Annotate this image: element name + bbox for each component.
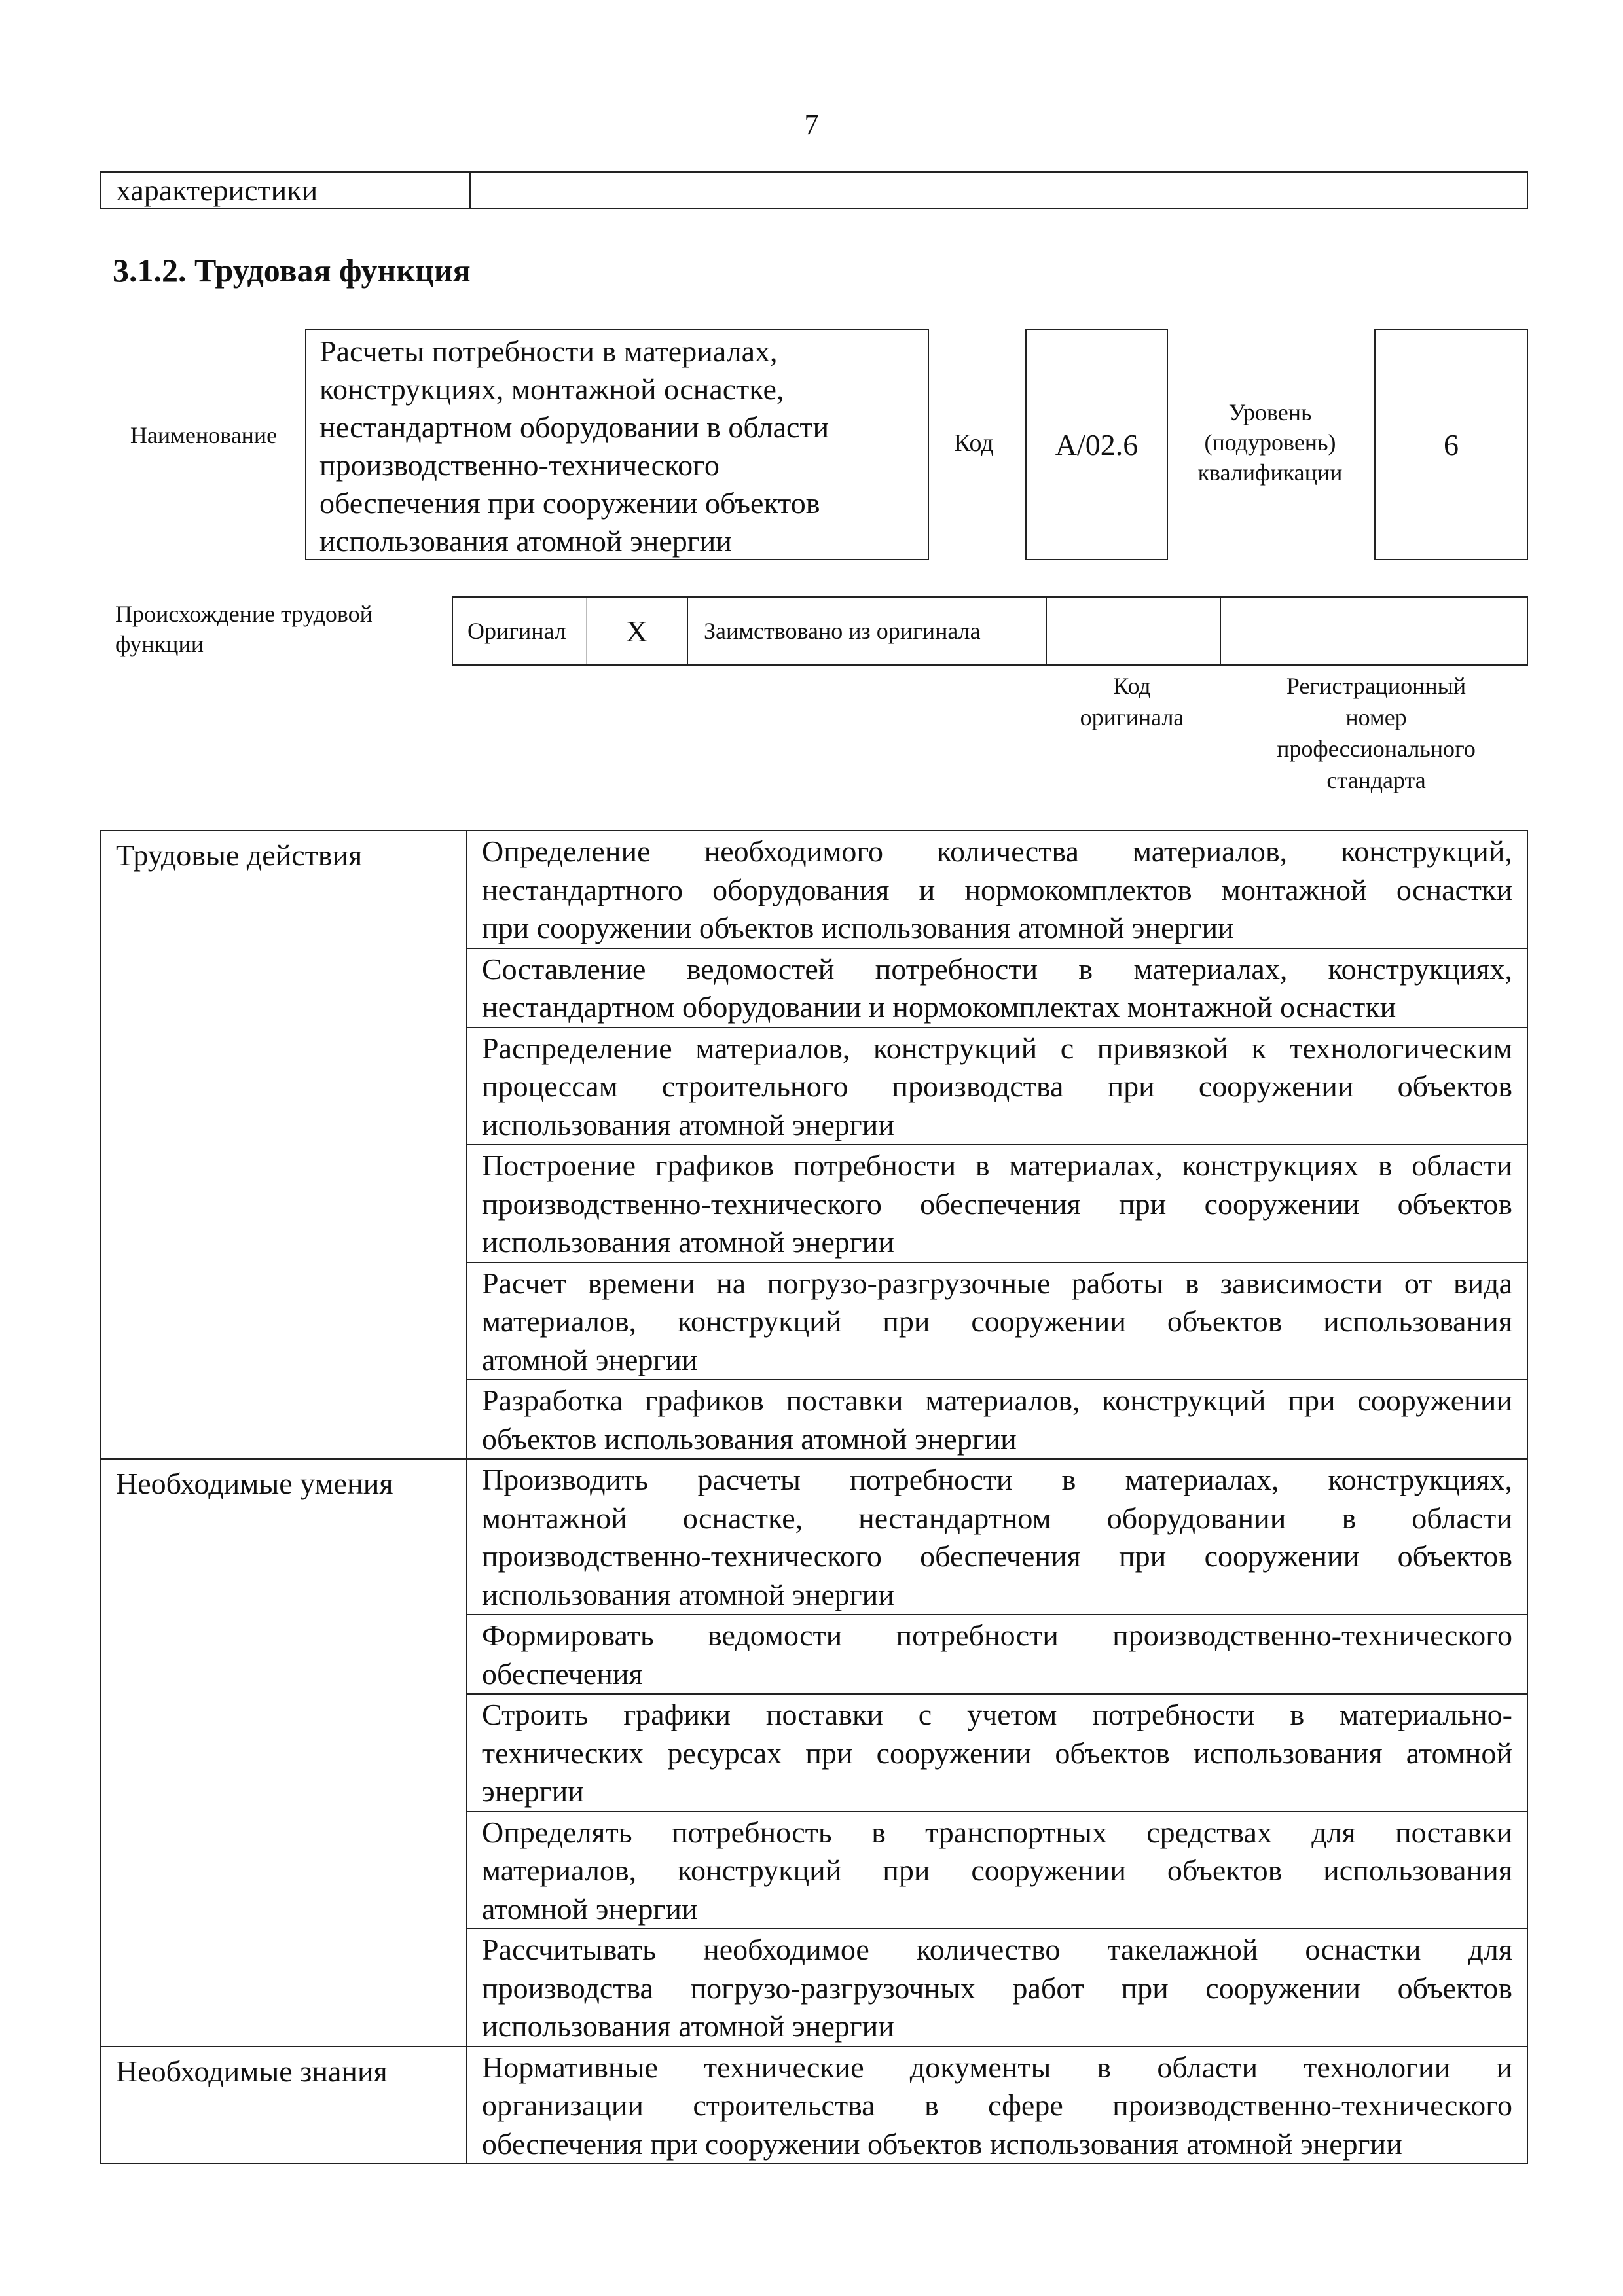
section-title: Необходимые умения [101,1459,467,2047]
item-line: Нормативные технические документы в области технологии и [482,2050,1512,2084]
table-row [101,1459,1527,1615]
item-line: использования атомной энергии [482,2009,894,2043]
item-line: производства погрузо-разгрузочных работ при сооружении объектов [482,1971,1512,2005]
table-row [101,2047,1527,2164]
level-value: 6 [1374,329,1528,560]
origin-label-line: функции [115,631,204,657]
origin-table [452,596,1528,666]
level-label [1168,397,1372,488]
reg-number-cell [1221,598,1527,664]
item-line: использования атомной энергии [482,1107,894,1141]
function-name-line: использования атомной энергии [319,524,732,558]
level-label-line: квалификации [1197,459,1343,486]
item-line: энергии [482,1774,584,1808]
requirement-item [467,2047,1527,2164]
requirements-table [100,830,1528,2164]
item-line: обеспечения при сооружении объектов использования атомной энергии [482,2126,1402,2161]
requirement-item [467,1615,1527,1694]
requirement-item [467,1694,1527,1812]
requirement-item [467,1380,1527,1459]
code-original-caption [1045,670,1219,733]
item-line: Определять потребность в транспортных средствах для поставки [482,1815,1512,1849]
item-line: производственно-технического обеспечения при сооружении объектов [482,1539,1512,1573]
level-label-line: Уровень [1228,399,1312,425]
item-line: использования атомной энергии [482,1225,894,1259]
item-line: Строить графики поставки с учетом потребности в материально- [482,1698,1512,1731]
reg-number-caption [1224,670,1528,796]
requirement-item [467,1459,1527,1615]
requirement-item [467,948,1527,1028]
requirement-item [467,1028,1527,1145]
table-row [101,831,1527,948]
code-value: A/02.6 [1025,329,1168,560]
function-name-line: Расчеты потребности в материалах, [319,334,778,368]
function-name-line: обеспечения при сооружении объектов [319,486,820,520]
item-line: обеспечения [482,1657,643,1691]
requirement-item [467,1929,1527,2047]
requirement-item [467,1263,1527,1380]
caption-line: стандарта [1326,767,1426,793]
origin-label [115,599,443,659]
item-line: Определение необходимого количества материалов, конструкций, [482,834,1512,868]
requirement-item [467,1812,1527,1929]
item-line: атомной энергии [482,1892,698,1926]
name-label: Наименование [130,422,278,448]
item-line: монтажной оснастке, нестандартном оборудовании в области [482,1501,1512,1535]
section-title: Необходимые знания [101,2047,467,2164]
borrowed-label: Заимствовано из оригинала [688,598,1047,664]
item-line: Рассчитывать необходимое количество такелажной оснастки для [482,1933,1512,1966]
function-name-line: конструкциях, монтажной оснастке, [319,372,784,406]
requirement-item [467,1145,1527,1263]
carryover-label: характеристики [101,173,471,208]
item-line: объектов использования атомной энергии [482,1422,1017,1456]
item-line: технических ресурсах при сооружении объектов использования атомной [482,1736,1512,1770]
section-heading: 3.1.2. Трудовая функция [113,252,471,289]
item-line: нестандартного оборудования и нормокомплектов монтажной оснастки [482,872,1512,906]
level-label-line: (подуровень) [1204,429,1336,456]
item-line: при сооружении объектов использования атомной энергии [482,911,1234,944]
caption-line: Регистрационный [1286,673,1467,699]
origin-label-line: Происхождение трудовой [115,601,373,627]
caption-line: профессионального [1277,736,1476,762]
requirement-item [467,831,1527,948]
item-line: нестандартном оборудовании и нормокомплектах монтажной оснастки [482,990,1396,1024]
item-line: Производить расчеты потребности в материалах, конструкциях, [482,1463,1512,1496]
original-mark: X [587,598,688,664]
section-title: Трудовые действия [101,831,467,1459]
caption-line: номер [1345,704,1407,730]
original-label: Оригинал [453,598,587,664]
caption-line: оригинала [1080,704,1184,730]
page-number: 7 [804,109,819,141]
code-label: Код [954,429,994,457]
item-line: Расчет времени на погрузо-разгрузочные работы в зависимости от вида [482,1266,1512,1300]
item-line: Составление ведомостей потребности в материалах, конструкциях, [482,952,1512,986]
item-line: материалов, конструкций при сооружении объектов использования [482,1304,1512,1338]
item-line: использования атомной энергии [482,1577,894,1611]
function-name-line: производственно-технического [319,448,720,482]
item-line: Построение графиков потребности в материалах, конструкциях в области [482,1149,1512,1182]
function-name-box [305,329,929,560]
item-line: материалов, конструкций при сооружении объектов использования [482,1854,1512,1887]
caption-line: Код [1113,673,1151,699]
carryover-table [100,171,1528,209]
item-line: производственно-технического обеспечения при сооружении объектов [482,1187,1512,1221]
code-original-cell [1047,598,1221,664]
item-line: процессам строительного производства при сооружении объектов [482,1069,1512,1103]
carryover-value [471,173,1527,208]
item-line: Распределение материалов, конструкций с привязкой к технологическим [482,1031,1512,1065]
function-name-line: нестандартном оборудовании в области [319,410,830,444]
item-line: организации строительства в сфере производственно-технического [482,2089,1512,2122]
item-line: Формировать ведомости потребности производственно-технического [482,1619,1512,1652]
item-line: Разработка графиков поставки материалов, конструкций при сооружении [482,1384,1512,1417]
item-line: атомной энергии [482,1342,698,1376]
